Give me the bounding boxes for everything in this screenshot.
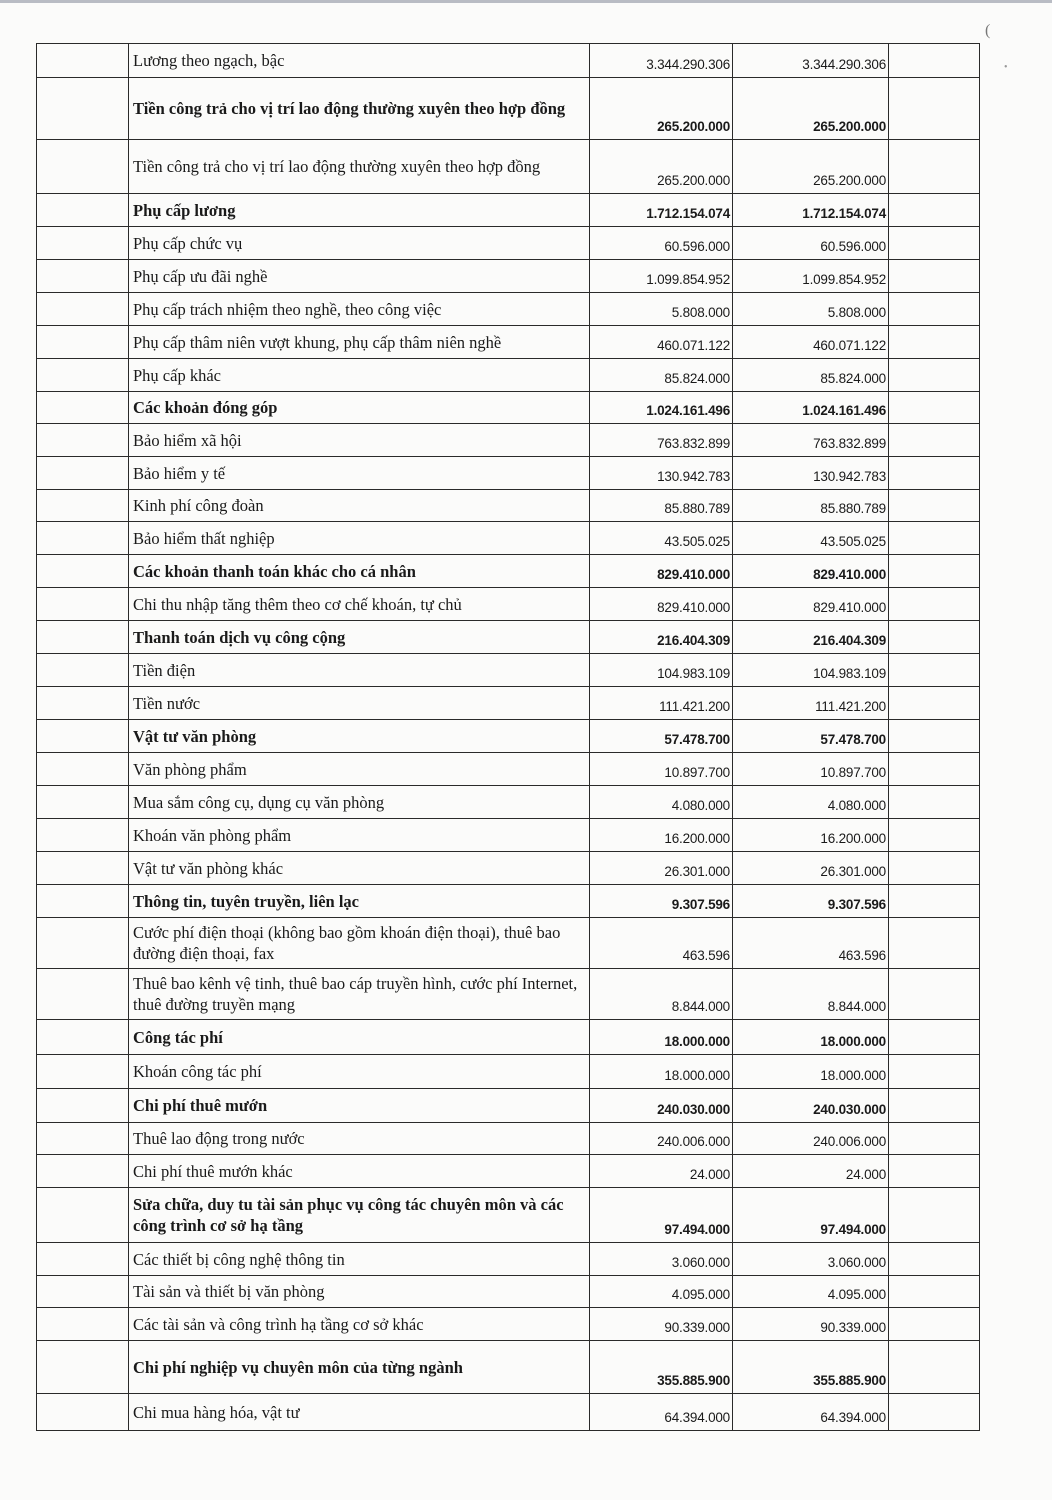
item-label: Phụ cấp ưu đãi nghề bbox=[129, 260, 590, 293]
table-row bbox=[37, 1188, 980, 1243]
item-label: Vật tư văn phòng bbox=[129, 720, 590, 753]
index-cell bbox=[37, 687, 129, 720]
settled-value: 111.421.200 bbox=[733, 687, 889, 720]
table-row bbox=[37, 44, 980, 78]
note-cell bbox=[889, 720, 980, 753]
index-cell bbox=[37, 293, 129, 326]
note-cell bbox=[889, 293, 980, 326]
item-label: Bảo hiểm thất nghiệp bbox=[129, 522, 590, 555]
settled-value: 104.983.109 bbox=[733, 654, 889, 687]
table-row bbox=[37, 392, 980, 424]
estimate-value: 829.410.000 bbox=[590, 588, 733, 621]
note-cell bbox=[889, 654, 980, 687]
note-cell bbox=[889, 1155, 980, 1188]
note-cell bbox=[889, 522, 980, 555]
estimate-value: 60.596.000 bbox=[590, 227, 733, 260]
note-cell bbox=[889, 392, 980, 424]
settled-value: 43.505.025 bbox=[733, 522, 889, 555]
settled-value: 240.006.000 bbox=[733, 1123, 889, 1155]
note-cell bbox=[889, 44, 980, 78]
item-label: Phụ cấp khác bbox=[129, 359, 590, 392]
table-row bbox=[37, 359, 980, 392]
settled-value: 4.095.000 bbox=[733, 1276, 889, 1308]
index-cell bbox=[37, 852, 129, 885]
item-label: Lương theo ngạch, bậc bbox=[129, 44, 590, 78]
note-cell bbox=[889, 969, 980, 1020]
estimate-value: 763.832.899 bbox=[590, 424, 733, 457]
estimate-value: 829.410.000 bbox=[590, 555, 733, 588]
settled-value: 265.200.000 bbox=[733, 140, 889, 194]
settled-value: 9.307.596 bbox=[733, 885, 889, 918]
table-row bbox=[37, 1089, 980, 1123]
item-label: Các khoản thanh toán khác cho cá nhân bbox=[129, 555, 590, 588]
note-cell bbox=[889, 1055, 980, 1089]
item-label: Bảo hiểm xã hội bbox=[129, 424, 590, 457]
index-cell bbox=[37, 392, 129, 424]
index-cell bbox=[37, 885, 129, 918]
note-cell bbox=[889, 424, 980, 457]
index-cell bbox=[37, 260, 129, 293]
table-row bbox=[37, 1123, 980, 1155]
note-cell bbox=[889, 490, 980, 522]
estimate-value: 460.071.122 bbox=[590, 326, 733, 359]
estimate-value: 130.942.783 bbox=[590, 457, 733, 490]
budget-table-body bbox=[37, 44, 980, 1431]
settled-value: 763.832.899 bbox=[733, 424, 889, 457]
index-cell bbox=[37, 227, 129, 260]
table-row bbox=[37, 326, 980, 359]
estimate-value: 18.000.000 bbox=[590, 1020, 733, 1055]
note-cell bbox=[889, 555, 980, 588]
note-cell bbox=[889, 457, 980, 490]
budget-table bbox=[36, 43, 980, 1431]
note-cell bbox=[889, 1089, 980, 1123]
table-row bbox=[37, 786, 980, 819]
estimate-value: 216.404.309 bbox=[590, 621, 733, 654]
settled-value: 460.071.122 bbox=[733, 326, 889, 359]
settled-value: 10.897.700 bbox=[733, 753, 889, 786]
estimate-value: 1.024.161.496 bbox=[590, 392, 733, 424]
index-cell bbox=[37, 78, 129, 140]
table-row bbox=[37, 1055, 980, 1089]
note-cell bbox=[889, 260, 980, 293]
table-row bbox=[37, 1394, 980, 1431]
item-label: Chi phí thuê mướn bbox=[129, 1089, 590, 1123]
note-cell bbox=[889, 1276, 980, 1308]
item-label: Phụ cấp lương bbox=[129, 194, 590, 227]
estimate-value: 265.200.000 bbox=[590, 140, 733, 194]
note-cell bbox=[889, 1123, 980, 1155]
note-cell bbox=[889, 819, 980, 852]
settled-value: 130.942.783 bbox=[733, 457, 889, 490]
index-cell bbox=[37, 194, 129, 227]
index-cell bbox=[37, 1055, 129, 1089]
index-cell bbox=[37, 753, 129, 786]
estimate-value: 3.060.000 bbox=[590, 1243, 733, 1276]
estimate-value: 64.394.000 bbox=[590, 1394, 733, 1431]
settled-value: 355.885.900 bbox=[733, 1341, 889, 1394]
index-cell bbox=[37, 359, 129, 392]
item-label: Các khoản đóng góp bbox=[129, 392, 590, 424]
item-label: Các thiết bị công nghệ thông tin bbox=[129, 1243, 590, 1276]
note-cell bbox=[889, 1020, 980, 1055]
index-cell bbox=[37, 1341, 129, 1394]
item-label: Thanh toán dịch vụ công cộng bbox=[129, 621, 590, 654]
table-row bbox=[37, 621, 980, 654]
table-row bbox=[37, 1155, 980, 1188]
table-row bbox=[37, 140, 980, 194]
index-cell bbox=[37, 918, 129, 969]
scan-mark: ( bbox=[985, 22, 991, 39]
estimate-value: 85.824.000 bbox=[590, 359, 733, 392]
index-cell bbox=[37, 1089, 129, 1123]
settled-value: 829.410.000 bbox=[733, 555, 889, 588]
estimate-value: 57.478.700 bbox=[590, 720, 733, 753]
estimate-value: 24.000 bbox=[590, 1155, 733, 1188]
note-cell bbox=[889, 1188, 980, 1243]
index-cell bbox=[37, 522, 129, 555]
item-label: Chi thu nhập tăng thêm theo cơ chế khoán, tự chủ bbox=[129, 588, 590, 621]
estimate-value: 1.712.154.074 bbox=[590, 194, 733, 227]
index-cell bbox=[37, 1243, 129, 1276]
item-label: Cước phí điện thoại (không bao gồm khoán điện thoại), thuê bao đường điện thoại, fax bbox=[129, 918, 590, 969]
item-label: Khoán công tác phí bbox=[129, 1055, 590, 1089]
table-row bbox=[37, 720, 980, 753]
table-row bbox=[37, 194, 980, 227]
estimate-value: 463.596 bbox=[590, 918, 733, 969]
scan-edge bbox=[0, 0, 1052, 3]
index-cell bbox=[37, 555, 129, 588]
settled-value: 1.099.854.952 bbox=[733, 260, 889, 293]
table-row bbox=[37, 885, 980, 918]
estimate-value: 43.505.025 bbox=[590, 522, 733, 555]
index-cell bbox=[37, 44, 129, 78]
table-row bbox=[37, 1020, 980, 1055]
table-row bbox=[37, 753, 980, 786]
table-row bbox=[37, 588, 980, 621]
settled-value: 1.024.161.496 bbox=[733, 392, 889, 424]
settled-value: 24.000 bbox=[733, 1155, 889, 1188]
table-row bbox=[37, 227, 980, 260]
estimate-value: 85.880.789 bbox=[590, 490, 733, 522]
index-cell bbox=[37, 1394, 129, 1431]
item-label: Phụ cấp chức vụ bbox=[129, 227, 590, 260]
item-label: Tiền điện bbox=[129, 654, 590, 687]
note-cell bbox=[889, 326, 980, 359]
item-label: Văn phòng phẩm bbox=[129, 753, 590, 786]
item-label: Phụ cấp thâm niên vượt khung, phụ cấp thâm niên nghề bbox=[129, 326, 590, 359]
settled-value: 216.404.309 bbox=[733, 621, 889, 654]
table-row bbox=[37, 654, 980, 687]
index-cell bbox=[37, 1155, 129, 1188]
table-row bbox=[37, 78, 980, 140]
item-label: Tiền công trả cho vị trí lao động thường xuyên theo hợp đồng bbox=[129, 78, 590, 140]
note-cell bbox=[889, 852, 980, 885]
estimate-value: 3.344.290.306 bbox=[590, 44, 733, 78]
estimate-value: 4.095.000 bbox=[590, 1276, 733, 1308]
item-label: Khoán văn phòng phẩm bbox=[129, 819, 590, 852]
settled-value: 829.410.000 bbox=[733, 588, 889, 621]
estimate-value: 240.030.000 bbox=[590, 1089, 733, 1123]
note-cell bbox=[889, 753, 980, 786]
note-cell bbox=[889, 786, 980, 819]
settled-value: 90.339.000 bbox=[733, 1308, 889, 1341]
settled-value: 5.808.000 bbox=[733, 293, 889, 326]
settled-value: 64.394.000 bbox=[733, 1394, 889, 1431]
index-cell bbox=[37, 140, 129, 194]
estimate-value: 8.844.000 bbox=[590, 969, 733, 1020]
item-label: Tiền công trả cho vị trí lao động thường xuyên theo hợp đồng bbox=[129, 140, 590, 194]
settled-value: 8.844.000 bbox=[733, 969, 889, 1020]
item-label: Thuê bao kênh vệ tinh, thuê bao cáp truyền hình, cước phí Internet, thuê đường truyền mạng bbox=[129, 969, 590, 1020]
table-row bbox=[37, 293, 980, 326]
note-cell bbox=[889, 78, 980, 140]
estimate-value: 1.099.854.952 bbox=[590, 260, 733, 293]
estimate-value: 265.200.000 bbox=[590, 78, 733, 140]
settled-value: 463.596 bbox=[733, 918, 889, 969]
item-label: Tiền nước bbox=[129, 687, 590, 720]
index-cell bbox=[37, 1188, 129, 1243]
settled-value: 60.596.000 bbox=[733, 227, 889, 260]
index-cell bbox=[37, 326, 129, 359]
estimate-value: 355.885.900 bbox=[590, 1341, 733, 1394]
settled-value: 1.712.154.074 bbox=[733, 194, 889, 227]
table-row bbox=[37, 918, 980, 969]
index-cell bbox=[37, 720, 129, 753]
item-label: Công tác phí bbox=[129, 1020, 590, 1055]
index-cell bbox=[37, 588, 129, 621]
note-cell bbox=[889, 1341, 980, 1394]
index-cell bbox=[37, 621, 129, 654]
note-cell bbox=[889, 588, 980, 621]
item-label: Bảo hiểm y tế bbox=[129, 457, 590, 490]
note-cell bbox=[889, 227, 980, 260]
settled-value: 26.301.000 bbox=[733, 852, 889, 885]
settled-value: 85.824.000 bbox=[733, 359, 889, 392]
item-label: Sửa chữa, duy tu tài sản phục vụ công tác chuyên môn và các công trình cơ sở hạ tầng bbox=[129, 1188, 590, 1243]
table-row bbox=[37, 1243, 980, 1276]
estimate-value: 18.000.000 bbox=[590, 1055, 733, 1089]
estimate-value: 104.983.109 bbox=[590, 654, 733, 687]
settled-value: 18.000.000 bbox=[733, 1055, 889, 1089]
note-cell bbox=[889, 359, 980, 392]
item-label: Tài sản và thiết bị văn phòng bbox=[129, 1276, 590, 1308]
settled-value: 3.060.000 bbox=[733, 1243, 889, 1276]
note-cell bbox=[889, 1243, 980, 1276]
settled-value: 240.030.000 bbox=[733, 1089, 889, 1123]
table-row bbox=[37, 969, 980, 1020]
item-label: Chi mua hàng hóa, vật tư bbox=[129, 1394, 590, 1431]
item-label: Chi phí thuê mướn khác bbox=[129, 1155, 590, 1188]
settled-value: 57.478.700 bbox=[733, 720, 889, 753]
settled-value: 97.494.000 bbox=[733, 1188, 889, 1243]
note-cell bbox=[889, 140, 980, 194]
estimate-value: 111.421.200 bbox=[590, 687, 733, 720]
settled-value: 16.200.000 bbox=[733, 819, 889, 852]
table-row bbox=[37, 490, 980, 522]
note-cell bbox=[889, 621, 980, 654]
item-label: Mua sắm công cụ, dụng cụ văn phòng bbox=[129, 786, 590, 819]
note-cell bbox=[889, 687, 980, 720]
note-cell bbox=[889, 885, 980, 918]
estimate-value: 10.897.700 bbox=[590, 753, 733, 786]
table-row bbox=[37, 555, 980, 588]
table-row bbox=[37, 457, 980, 490]
item-label: Các tài sản và công trình hạ tầng cơ sở khác bbox=[129, 1308, 590, 1341]
item-label: Vật tư văn phòng khác bbox=[129, 852, 590, 885]
table-row bbox=[37, 260, 980, 293]
index-cell bbox=[37, 1276, 129, 1308]
index-cell bbox=[37, 654, 129, 687]
estimate-value: 5.808.000 bbox=[590, 293, 733, 326]
index-cell bbox=[37, 424, 129, 457]
scan-dot: • bbox=[1004, 62, 1008, 73]
settled-value: 265.200.000 bbox=[733, 78, 889, 140]
index-cell bbox=[37, 457, 129, 490]
estimate-value: 16.200.000 bbox=[590, 819, 733, 852]
item-label: Chi phí nghiệp vụ chuyên môn của từng ngành bbox=[129, 1341, 590, 1394]
table-row bbox=[37, 1308, 980, 1341]
note-cell bbox=[889, 194, 980, 227]
index-cell bbox=[37, 969, 129, 1020]
estimate-value: 9.307.596 bbox=[590, 885, 733, 918]
estimate-value: 240.006.000 bbox=[590, 1123, 733, 1155]
estimate-value: 90.339.000 bbox=[590, 1308, 733, 1341]
index-cell bbox=[37, 819, 129, 852]
table-row bbox=[37, 1341, 980, 1394]
settled-value: 3.344.290.306 bbox=[733, 44, 889, 78]
note-cell bbox=[889, 918, 980, 969]
table-row bbox=[37, 522, 980, 555]
table-row bbox=[37, 687, 980, 720]
estimate-value: 97.494.000 bbox=[590, 1188, 733, 1243]
note-cell bbox=[889, 1308, 980, 1341]
table-row bbox=[37, 819, 980, 852]
item-label: Thuê lao động trong nước bbox=[129, 1123, 590, 1155]
index-cell bbox=[37, 1308, 129, 1341]
item-label: Thông tin, tuyên truyền, liên lạc bbox=[129, 885, 590, 918]
table-row bbox=[37, 1276, 980, 1308]
settled-value: 4.080.000 bbox=[733, 786, 889, 819]
index-cell bbox=[37, 490, 129, 522]
note-cell bbox=[889, 1394, 980, 1431]
index-cell bbox=[37, 1020, 129, 1055]
estimate-value: 26.301.000 bbox=[590, 852, 733, 885]
item-label: Kinh phí công đoàn bbox=[129, 490, 590, 522]
settled-value: 85.880.789 bbox=[733, 490, 889, 522]
index-cell bbox=[37, 786, 129, 819]
index-cell bbox=[37, 1123, 129, 1155]
estimate-value: 4.080.000 bbox=[590, 786, 733, 819]
table-row bbox=[37, 424, 980, 457]
settled-value: 18.000.000 bbox=[733, 1020, 889, 1055]
item-label: Phụ cấp trách nhiệm theo nghề, theo công việc bbox=[129, 293, 590, 326]
table-row bbox=[37, 852, 980, 885]
